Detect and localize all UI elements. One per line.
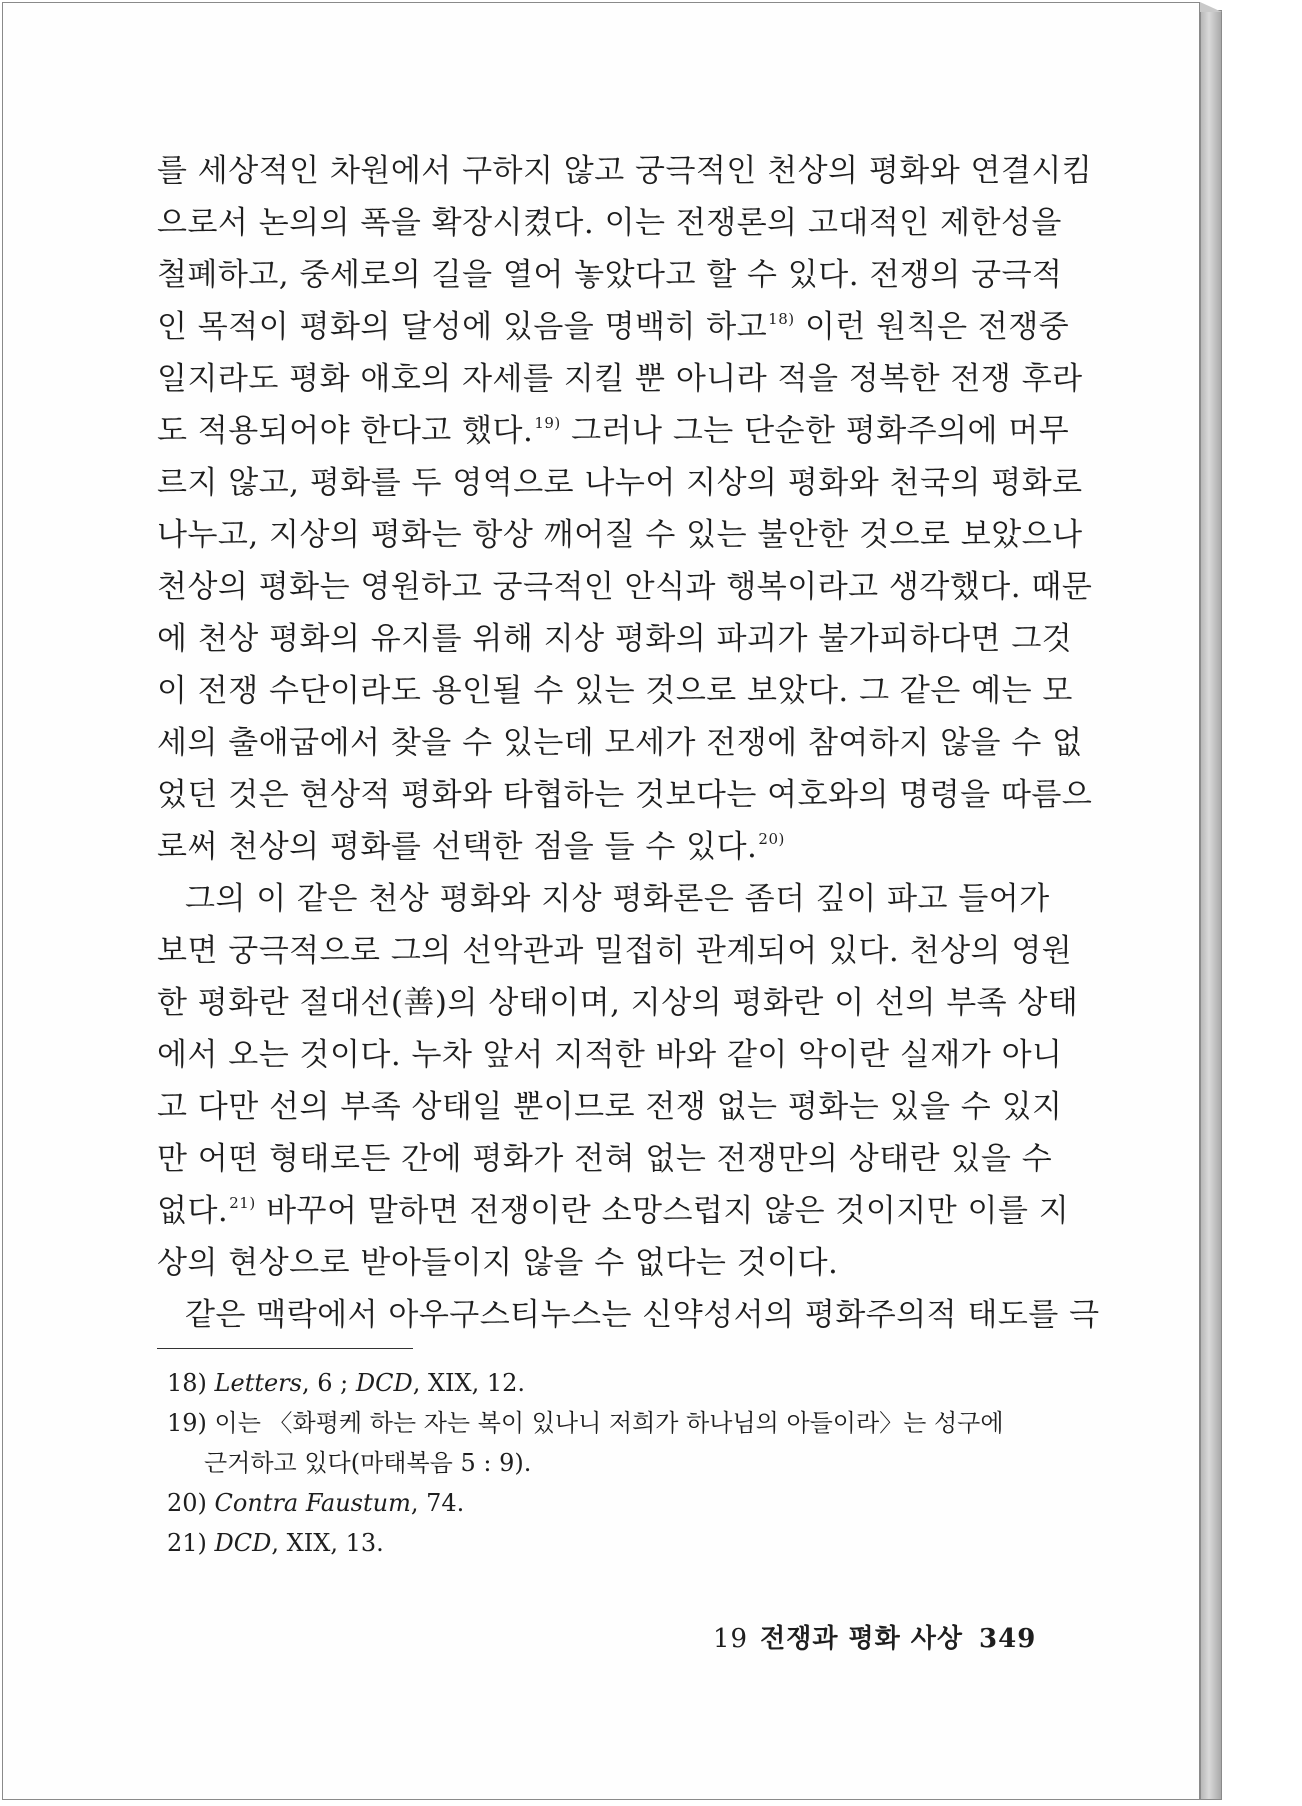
footnote-ref-19: 19) <box>534 414 561 432</box>
body-text-span: 그러나 그는 단순한 평화주의에 머무 <box>571 413 1070 449</box>
footnote-title: Contra Faustum <box>214 1489 411 1517</box>
chapter-title: 전쟁과 평화 사상 <box>760 1624 964 1654</box>
footnote-18 <box>167 1366 525 1400</box>
body-line: 만 어떤 형태로든 간에 평화가 전혀 없는 전쟁만의 상태란 있을 수 <box>157 1141 1053 1177</box>
footnote-text: , XIX, 12. <box>412 1369 526 1397</box>
body-text-span: 인 목적이 평화의 달성에 있음을 명백히 하고 <box>157 309 768 345</box>
body-line: 천상의 평화는 영원하고 궁극적인 안식과 행복이라고 생각했다. 때문 <box>157 569 1093 605</box>
footnote-ref-18: 18) <box>768 310 795 328</box>
footnote-text: , 6 ; <box>301 1369 356 1397</box>
body-line: 에서 오는 것이다. 누차 앞서 지적한 바와 같이 악이란 실재가 아니 <box>157 1037 1063 1073</box>
body-line: 나누고, 지상의 평화는 항상 깨어질 수 있는 불안한 것으로 보았으나 <box>157 517 1083 553</box>
body-line: 를 세상적인 차원에서 구하지 않고 궁극적인 천상의 평화와 연결시킴 <box>157 153 1093 189</box>
body-line: 보면 궁극적으로 그의 선악관과 밀접히 관계되어 있다. 천상의 영원 <box>157 933 1073 969</box>
footnote-ref-21: 21) <box>229 1194 256 1212</box>
body-line <box>157 824 785 870</box>
body-line <box>157 408 1069 454</box>
body-line: 이 전쟁 수단이라도 용인될 수 있는 것으로 보았다. 그 같은 예는 모 <box>157 673 1073 709</box>
body-line: 세의 출애굽에서 찾을 수 있는데 모세가 전쟁에 참여하지 않을 수 없 <box>157 725 1083 761</box>
paragraph-start-line: 그의 이 같은 천상 평화와 지상 평화론은 좀더 깊이 파고 들어가 <box>185 881 1050 917</box>
body-line: 상의 현상으로 받아들이지 않을 수 없다는 것이다. <box>157 1245 839 1281</box>
body-line: 철폐하고, 중세로의 길을 열어 놓았다고 할 수 있다. 전쟁의 궁극적 <box>157 257 1063 293</box>
footnote-number: 21) <box>167 1529 207 1557</box>
body-line <box>157 304 1069 350</box>
page-stack-corner <box>1200 2 1222 12</box>
body-text-span: 바꾸어 말하면 전쟁이란 소망스럽지 않은 것이지만 이를 지 <box>266 1193 1070 1229</box>
body-line: 에 천상 평화의 유지를 위해 지상 평화의 파괴가 불가피하다면 그것 <box>157 621 1073 657</box>
body-line: 었던 것은 현상적 평화와 타협하는 것보다는 여호와의 명령을 따름으 <box>157 777 1093 813</box>
body-line: 일지라도 평화 애호의 자세를 지킬 뿐 아니라 적을 정복한 전쟁 후라 <box>157 361 1083 397</box>
footnote-text: , XIX, 13. <box>271 1529 384 1557</box>
footnote-title: Letters <box>214 1369 302 1397</box>
footnote-19 <box>167 1406 1004 1440</box>
footnote-text: 이는 〈화평케 하는 자는 복이 있나니 저희가 하나님의 아들이라〉는 성구에 <box>214 1409 1004 1437</box>
page-stack-edge <box>1200 10 1222 1800</box>
body-line <box>157 1188 1069 1234</box>
body-line: 르지 않고, 평화를 두 영역으로 나누어 지상의 평화와 천국의 평화로 <box>157 465 1083 501</box>
footnote-text: , 74. <box>410 1489 465 1517</box>
body-line: 한 평화란 절대선(善)의 상태이며, 지상의 평화란 이 선의 부족 상태 <box>157 985 1079 1021</box>
body-text-span: 도 적용되어야 한다고 했다. <box>157 413 534 449</box>
footnote-number: 20) <box>167 1489 207 1517</box>
footnote-number: 18) <box>167 1369 207 1397</box>
footnote-20 <box>167 1486 464 1520</box>
body-line: 으로서 논의의 폭을 확장시켰다. 이는 전쟁론의 고대적인 제한성을 <box>157 205 1062 241</box>
footnote-separator <box>157 1348 413 1349</box>
body-text-span: 이런 원칙은 전쟁중 <box>804 309 1070 345</box>
body-text-span: 로써 천상의 평화를 선택한 점을 들 수 있다. <box>157 829 758 865</box>
footnote-title: DCD <box>355 1369 413 1397</box>
footnote-ref-20: 20) <box>758 830 785 848</box>
paragraph-start-line: 같은 맥락에서 아우구스티누스는 신약성서의 평화주의적 태도를 극 <box>185 1297 1100 1333</box>
body-line: 고 다만 선의 부족 상태일 뿐이므로 전쟁 없는 평화는 있을 수 있지 <box>157 1089 1063 1125</box>
page-number: 349 <box>979 1624 1037 1654</box>
footnote-title: DCD <box>214 1529 272 1557</box>
footnote-number: 19) <box>167 1409 207 1437</box>
footnote-19-continued: 근거하고 있다(마태복음 5 : 9). <box>204 1449 532 1477</box>
chapter-number: 19 <box>713 1624 749 1654</box>
running-footer <box>713 1621 1036 1657</box>
footnote-21 <box>167 1526 384 1560</box>
body-text-span: 없다. <box>157 1193 229 1229</box>
